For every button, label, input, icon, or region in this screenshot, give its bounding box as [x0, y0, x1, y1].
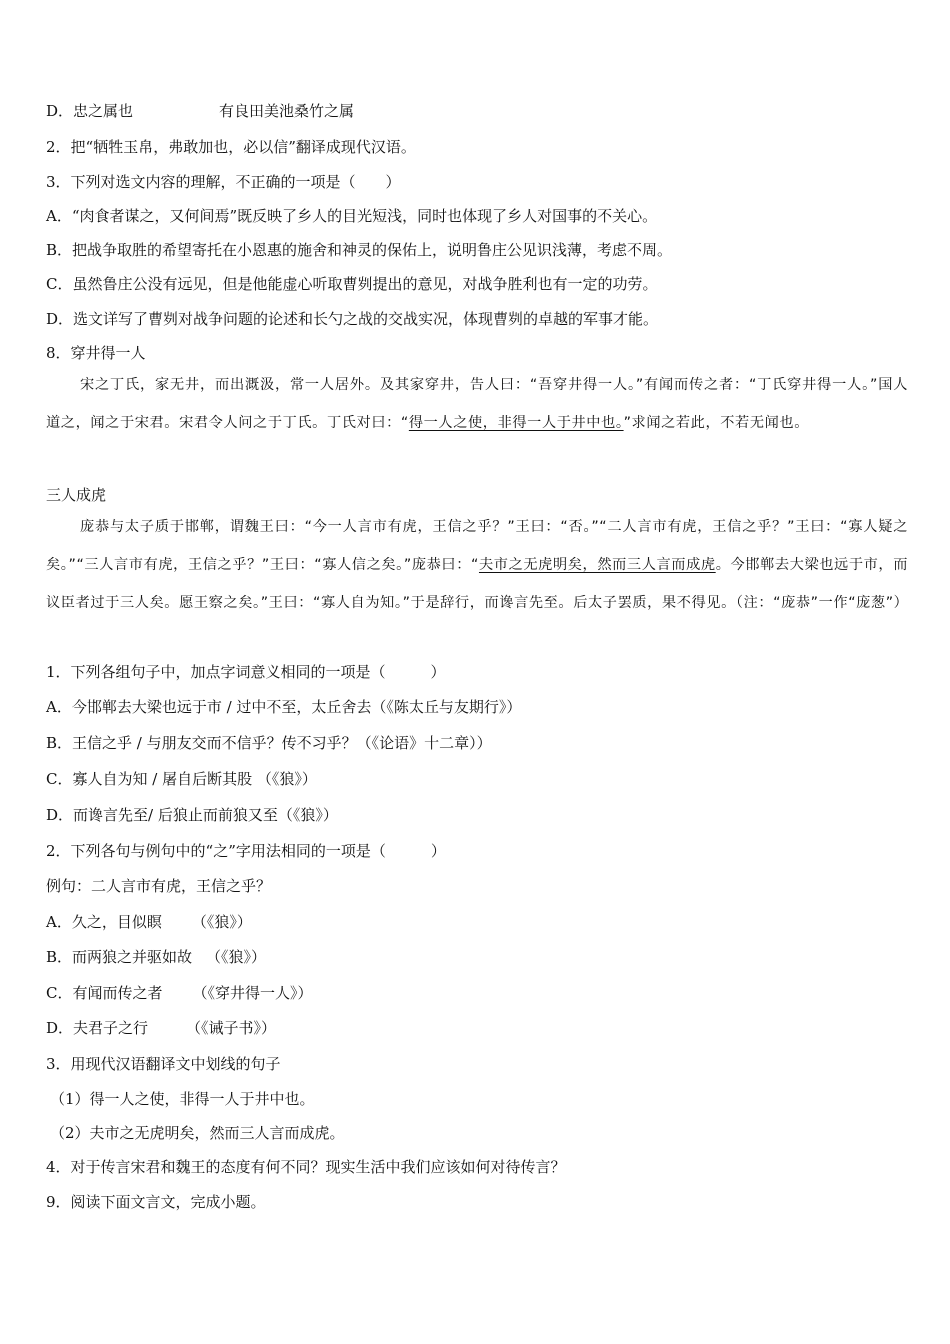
passage2-underlined: 夫市之无虎明矣，然而三人言而成虎: [478, 557, 716, 573]
q2-example: 例句：二人言市有虎，王信之乎？: [46, 877, 272, 895]
section-9-heading: 9．阅读下面文言文，完成小题。: [46, 1193, 266, 1211]
section-8-heading: 8．穿井得一人: [46, 344, 146, 362]
q1-option-a: A．今邯郸去大梁也远于市 / 过中不至，太丘舍去（《陈太丘与友期行》）: [46, 698, 522, 716]
q2-option-b: [46, 947, 916, 967]
q2-stem: 2．下列各句与例句中的“之”字用法相同的一项是（ ）: [46, 842, 446, 860]
q2-c-source: （《穿井得一人》）: [192, 984, 313, 1002]
d-option-line: [46, 101, 916, 121]
q2-c-text: C．有闻而传之者: [46, 984, 163, 1002]
passage2-after: 。今邯郸去大梁也远于市，而议臣者过于三人矣。愿王察之矣。”王曰：“寡人自为知。”于是辞行，而谗言先至。后太子罢质，果不得见。（注：“庞恭”一作“庞葱”）: [46, 557, 909, 611]
q2-option-a: [46, 912, 916, 932]
q2-d-source: （《诫子书》）: [186, 1019, 277, 1037]
q1-option-d: D．而谗言先至/ 后狼止而前狼又至（《狼》）: [46, 806, 338, 824]
question-3-option-d: D．选文详写了曹刿对战争问题的论述和长勺之战的交战实况，体现曹刿的卓越的军事才能。: [46, 310, 659, 328]
d-option-example: 有良田美池桑竹之属: [219, 102, 355, 120]
d-option-label: D．忠之属也: [46, 102, 134, 120]
question-3-stem: 3．下列对选文内容的理解，不正确的一项是（ ）: [46, 173, 401, 191]
q2-option-d: [46, 1018, 916, 1038]
passage2-before: 庞恭与太子质于邯郸，谓魏王曰：“今一人言市有虎，王信之乎？”王曰：“否。”“二人言市有虎，王信之乎？”王曰：“寡人疑之矣。”“三人言市有虎，王信之乎？”王曰：“寡人信之矣。”庞恭曰：“: [46, 519, 908, 573]
q2-a-text: A．久之，目似瞑: [46, 913, 162, 931]
q2-option-c: [46, 983, 916, 1003]
q2-a-source: （《狼》）: [191, 913, 252, 931]
question-3-option-a: A．“肉食者谋之，又何间焉”既反映了乡人的目光短浅，同时也体现了乡人对国事的不关心。: [46, 207, 658, 225]
passage1-underlined: 得一人之使，非得一人于井中也。: [408, 415, 624, 431]
q3-item-1: （1）得一人之使，非得一人于井中也。: [50, 1090, 315, 1108]
q2-d-text: D．夫君子之行: [46, 1019, 149, 1037]
question-3-option-c: C．虽然鲁庄公没有远见，但是他能虚心听取曹刿提出的意见，对战争胜利也有一定的功劳。: [46, 275, 658, 293]
subheading-san-ren-cheng-hu: 三人成虎: [46, 486, 107, 504]
passage-san-ren: [46, 508, 908, 622]
q3-translate-stem: 3．用现代汉语翻译文中划线的句子: [46, 1055, 281, 1073]
q4-question: 4．对于传言宋君和魏王的态度有何不同？现实生活中我们应该如何对待传言？: [46, 1158, 566, 1176]
passage-chuan-jing: [46, 366, 908, 442]
question-2-translate: 2．把“牺牲玉帛，弗敢加也，必以信”翻译成现代汉语。: [46, 138, 416, 156]
q2-b-text: B．而两狼之并驱如故: [46, 948, 193, 966]
q2-b-source: （《狼》）: [206, 948, 267, 966]
q1-option-c: C．寡人自为知 / 屠自后断其股 （《狼》）: [46, 770, 317, 788]
passage1-after: ”求闻之若此，不若无闻也。: [623, 415, 809, 431]
passage1-before: 宋之丁氏，家无井，而出溉汲，常一人居外。及其家穿井，告人曰：“吾穿井得一人。”有闻而传之者：“丁氏穿井得一人。”国人道之，闻之于宋君。宋君令人问之于丁氏。丁氏对曰：“: [46, 377, 908, 431]
q1-option-b: B．王信之乎 / 与朋友交而不信乎？传不习乎？（《论语》十二章））: [46, 734, 492, 752]
question-3-option-b: B．把战争取胜的希望寄托在小恩惠的施舍和神灵的保佑上，说明鲁庄公见识浅薄，考虑不周。: [46, 241, 673, 259]
q3-item-2: （2）夫市之无虎明矣，然而三人言而成虎。: [50, 1124, 345, 1142]
q1-stem: 1．下列各组句子中，加点字词意义相同的一项是（ ）: [46, 663, 446, 681]
